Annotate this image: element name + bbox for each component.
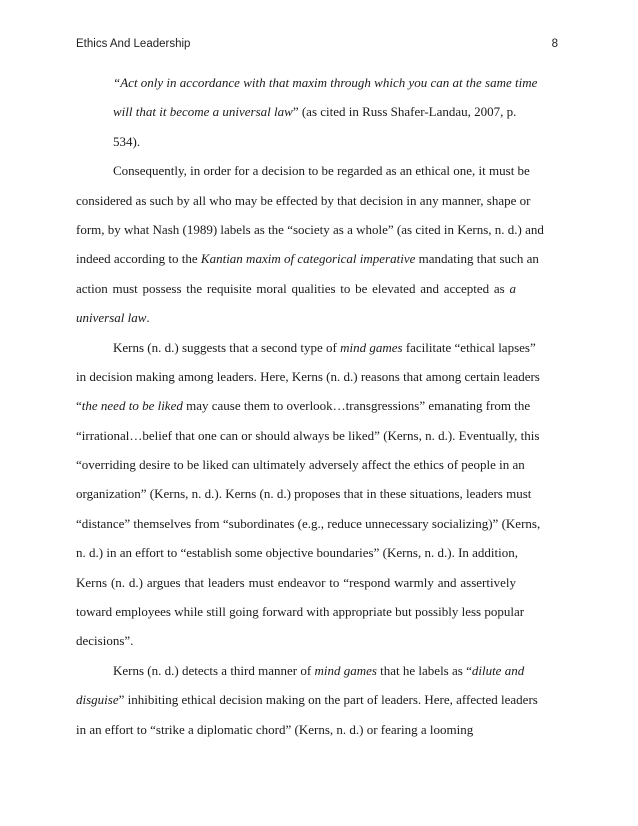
italic-text-segment: mind games bbox=[314, 662, 377, 678]
text-segment: “irrational…belief that one can or should always be liked” (Kerns, n. d.). Eventually, this bbox=[76, 427, 540, 443]
text-segment: . bbox=[146, 310, 150, 326]
text-line bbox=[76, 303, 516, 332]
text-segment: Kerns (n. d.) detects a third manner of bbox=[113, 662, 315, 678]
text-segment: “overriding desire to be liked can ultimately adversely affect the ethics of people in an bbox=[76, 457, 525, 473]
text-line bbox=[76, 685, 538, 714]
italic-text-segment: the need to be liked bbox=[81, 398, 183, 414]
text-segment: in decision making among leaders. Here, Kerns (n. d.) reasons that among certain leaders bbox=[76, 368, 540, 384]
italic-text-segment: disguise bbox=[76, 692, 119, 708]
text-line bbox=[76, 127, 516, 156]
text-segment: indeed according to the bbox=[76, 251, 201, 267]
text-line bbox=[76, 391, 531, 420]
body-text bbox=[76, 68, 544, 744]
page-number: 8 bbox=[551, 38, 558, 50]
text-line bbox=[76, 656, 525, 685]
text-segment: 534). bbox=[113, 133, 141, 149]
italic-text-segment: Kantian maxim of categorical imperative bbox=[200, 251, 416, 267]
text-segment: Kerns (n. d.) argues that leaders must endeavor to “respond warmly and assertively bbox=[76, 574, 516, 590]
text-line bbox=[76, 715, 516, 744]
text-segment: ” inhibiting ethical decision making on the part of leaders. Here, affected leaders bbox=[118, 692, 538, 708]
text-segment: mandating that such an bbox=[415, 251, 539, 267]
text-segment: toward employees while still going forward with appropriate but possibly less popular bbox=[76, 604, 525, 620]
italic-text-segment: mind games bbox=[340, 339, 403, 355]
text-segment: decisions”. bbox=[76, 633, 134, 649]
text-segment: organization” (Kerns, n. d.). Kerns (n. d.) proposes that in these situations, leaders must bbox=[76, 486, 532, 502]
italic-text-segment: will that it become a universal law bbox=[113, 104, 293, 120]
text-line bbox=[76, 568, 516, 597]
text-line bbox=[76, 97, 516, 126]
italic-text-segment: dilute and bbox=[471, 662, 525, 678]
text-line bbox=[76, 538, 519, 567]
text-line bbox=[76, 156, 530, 185]
text-line bbox=[76, 421, 540, 450]
text-segment: Consequently, in order for a decision to be regarded as an ethical one, it must be bbox=[113, 163, 530, 179]
text-line bbox=[76, 215, 544, 244]
text-segment: n. d.) in an effort to “establish some objective boundaries” (Kerns, n. d.). In addition, bbox=[76, 545, 519, 561]
text-line bbox=[76, 626, 516, 655]
italic-text-segment: universal law bbox=[76, 310, 147, 326]
text-segment: “distance” themselves from “subordinates (e.g., reduce unnecessary socializing)” (Kerns, bbox=[76, 515, 541, 531]
text-line bbox=[76, 509, 541, 538]
text-segment: that he labels as “ bbox=[376, 662, 472, 678]
text-segment: “ bbox=[76, 398, 82, 414]
running-header bbox=[76, 38, 558, 54]
italic-text-segment: a bbox=[509, 280, 516, 296]
text-line bbox=[76, 362, 540, 391]
running-title: Ethics And Leadership bbox=[76, 38, 191, 50]
text-line bbox=[76, 597, 525, 626]
text-segment: in an effort to “strike a diplomatic chord” (Kerns, n. d.) or fearing a looming bbox=[76, 721, 474, 737]
text-line bbox=[76, 186, 531, 215]
text-segment: facilitate “ethical lapses” bbox=[402, 339, 536, 355]
text-segment: ” (as cited in Russ Shafer-Landau, 2007, p. bbox=[292, 104, 517, 120]
text-line bbox=[76, 68, 538, 97]
text-segment: action must possess the requisite moral qualities to be elevated and accepted as bbox=[76, 280, 510, 296]
text-line bbox=[76, 274, 516, 303]
text-segment: considered as such by all who may be effected by that decision in any manner, shape or bbox=[76, 192, 531, 208]
text-segment: may cause them to overlook…transgressions” emanating from the bbox=[182, 398, 531, 414]
text-segment: form, by what Nash (1989) labels as the “society as a whole” (as cited in Kerns, n. d.) and bbox=[76, 221, 544, 237]
text-line bbox=[76, 333, 536, 362]
text-line bbox=[76, 479, 532, 508]
text-segment: Kerns (n. d.) suggests that a second type of bbox=[113, 339, 341, 355]
text-line bbox=[76, 244, 539, 273]
text-line bbox=[76, 450, 525, 479]
italic-text-segment: “Act only in accordance with that maxim through which you can at the same time bbox=[113, 75, 538, 90]
